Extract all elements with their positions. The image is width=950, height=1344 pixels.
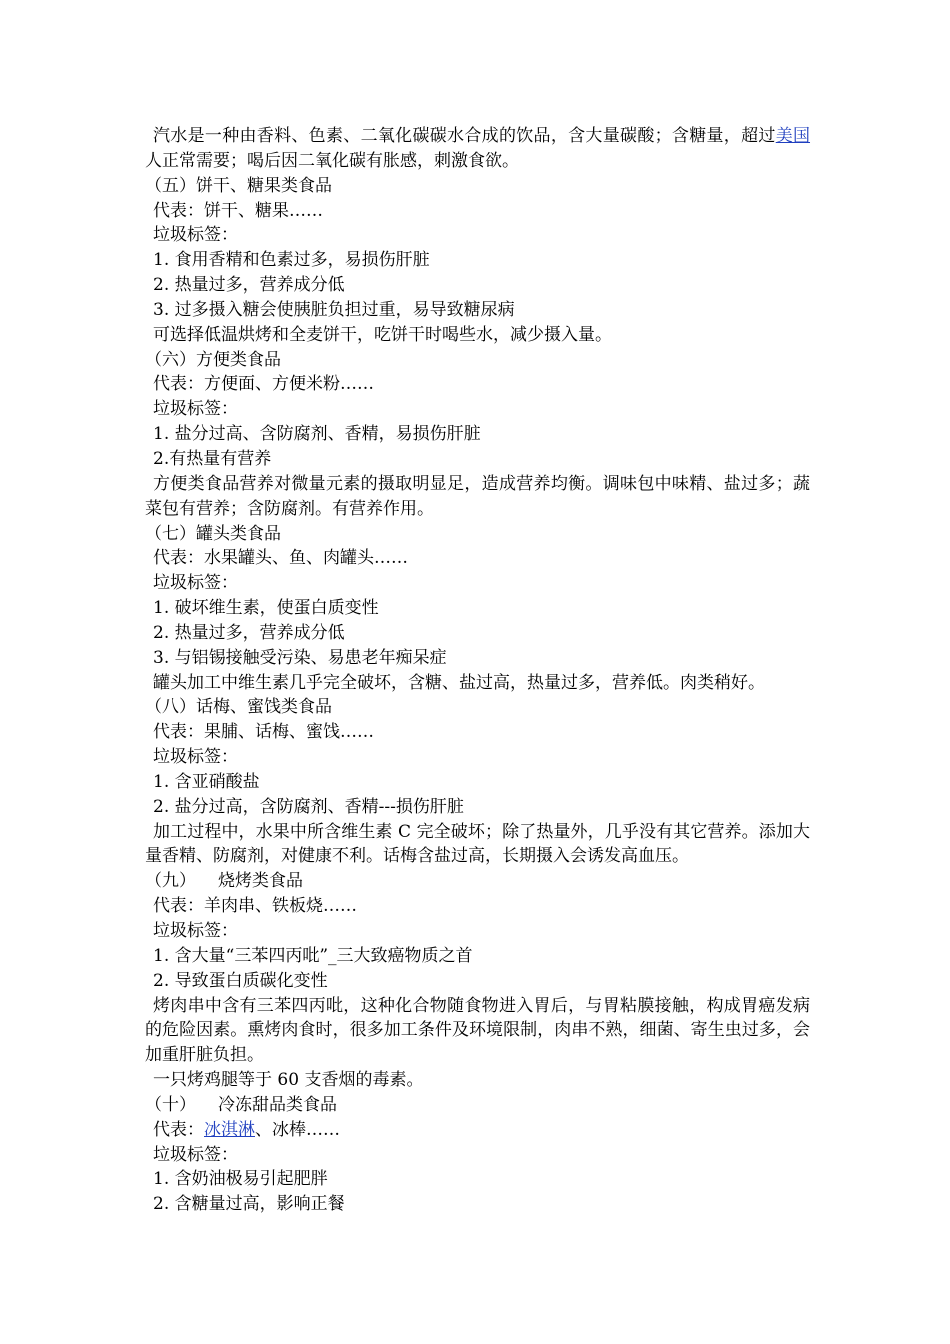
list-item: 1. 盐分过高、含防腐剂、香精，易损伤肝脏 — [153, 424, 481, 445]
list-item: 1. 含奶油极易引起肥胖 — [153, 1169, 328, 1190]
section-heading-5: （五）饼干、糖果类食品 — [145, 175, 332, 196]
section-note-2: 一只烤鸡腿等于 60 支香烟的毒素。 — [153, 1070, 424, 1091]
paragraph-text: 人正常需要；喝后因二氧化碳有胀感，刺激食欲。 — [145, 150, 519, 171]
representative-line: 代表：果脯、话梅、蜜饯…… — [153, 722, 374, 743]
section-note: 罐头加工中维生素几乎完全破坏，含糖、盐过高，热量过多，营养低。肉类稍好。 — [153, 672, 765, 693]
junk-label-heading: 垃圾标签： — [153, 573, 238, 594]
representative-prefix: 代表： — [153, 1119, 204, 1140]
paragraph-text: 汽水是一种由香料、色素、二氧化碳碳水合成的饮品，含大量碳酸；含糖量，超过 — [153, 126, 776, 146]
section-note: 烤肉串中含有三苯四丙吡，这种化合物随食物进入胃后，与胃粘膜接触，构成胃癌发病的危险因素。熏烤肉食时，很多加工条件及环境限制，肉串不熟，细菌、寄生虫过多，会加重肝脏负担。 — [145, 995, 810, 1066]
list-item: 3. 与铝锡接触受污染、易患老年痴呆症 — [153, 647, 447, 668]
representative-line: 代表：饼干、糖果…… — [153, 200, 323, 221]
list-item: 2. 盐分过高，含防腐剂、香精---损伤肝脏 — [153, 796, 464, 817]
representative-line: 代表：水果罐头、鱼、肉罐头…… — [153, 548, 408, 569]
list-item: 1. 含大量“三苯四丙吡”_三大致癌物质之首 — [153, 945, 473, 966]
heading-text: 冷冻甜品类食品 — [218, 1094, 337, 1115]
list-item: 1. 含亚硝酸盐 — [153, 771, 260, 792]
list-item: 1. 破坏维生素，使蛋白质变性 — [153, 598, 379, 619]
section-heading-9 — [145, 869, 810, 894]
list-item: 3. 过多摄入糖会使胰脏负担过重，易导致糖尿病 — [153, 299, 515, 320]
junk-label-heading: 垃圾标签： — [153, 921, 238, 941]
section-note: 方便类食品营养对微量元素的摄取明显足，造成营养均衡。调味包中味精、盐过多；蔬菜包有营养；含防腐剂。有营养作用。 — [145, 473, 810, 519]
junk-label-heading: 垃圾标签： — [153, 1144, 238, 1165]
section-heading-6: （六）方便类食品 — [145, 349, 281, 370]
representative-suffix: 、冰棒…… — [255, 1119, 340, 1140]
section-note: 加工过程中，水果中所含维生素 C 完全破坏；除了热量外，几乎没有其它营养。添加大量香精、防腐剂，对健康不利。话梅含盐过高，长期摄入会诱发高血压。 — [145, 821, 810, 867]
section-heading-7: （七）罐头类食品 — [145, 523, 281, 544]
section-heading-8: （八）话梅、蜜饯类食品 — [145, 697, 332, 718]
list-item: 2. 热量过多，营养成分低 — [153, 275, 345, 296]
section-heading-10 — [145, 1093, 810, 1118]
section-note: 可选择低温烘烤和全麦饼干，吃饼干时喝些水，减少摄入量。 — [153, 324, 612, 345]
junk-label-heading: 垃圾标签： — [153, 399, 238, 420]
representative-line — [145, 1118, 810, 1143]
junk-label-heading: 垃圾标签： — [153, 225, 238, 246]
list-item: 2. 热量过多，营养成分低 — [153, 622, 345, 643]
representative-line: 代表：羊肉串、铁板烧…… — [153, 896, 357, 917]
representative-line: 代表：方便面、方便米粉…… — [153, 374, 374, 395]
usa-link[interactable]: 美国 — [775, 126, 811, 146]
heading-number: （九） — [145, 871, 196, 892]
junk-label-heading: 垃圾标签： — [153, 747, 238, 768]
list-item: 1. 食用香精和色素过多，易损伤肝脏 — [153, 250, 430, 271]
list-item: 2. 含糖量过高，影响正餐 — [153, 1194, 345, 1215]
list-item: 2.有热量有营养 — [153, 448, 272, 469]
heading-number: （十） — [145, 1094, 196, 1115]
document-body — [145, 124, 810, 1217]
paragraph-soda — [145, 124, 810, 174]
heading-text: 烧烤类食品 — [218, 871, 303, 892]
list-item: 2. 导致蛋白质碳化变性 — [153, 970, 328, 991]
ice-cream-link[interactable]: 冰淇淋 — [204, 1119, 255, 1140]
